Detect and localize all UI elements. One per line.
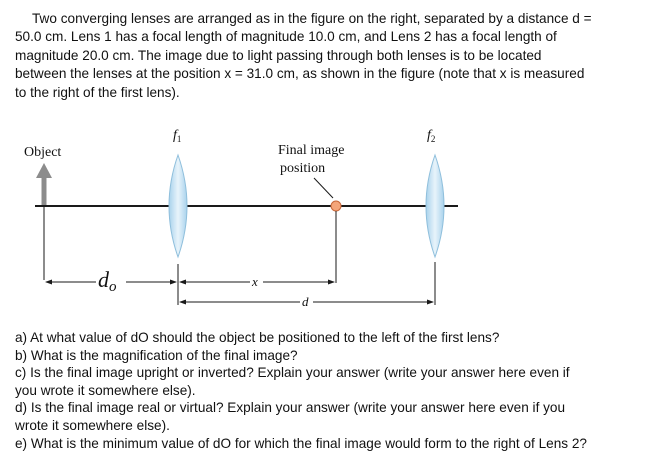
- question-c-continued: you wrote it somewhere else).: [15, 382, 196, 398]
- svg-text:do: do: [98, 267, 117, 295]
- question-list: [15, 329, 645, 452]
- intro-line: to the right of the first lens).: [15, 84, 180, 100]
- intro-line: magnitude 20.0 cm. The image due to light passing through both lenses is to be located: [15, 47, 542, 63]
- intro-line: 50.0 cm. Lens 1 has a focal length of magnitude 10.0 cm, and Lens 2 has a focal length of: [15, 29, 557, 45]
- final-image-label: Final image position: [278, 143, 345, 176]
- question-c: c) Is the final image upright or inverted? Explain your answer (write your answer here even if: [15, 365, 570, 381]
- question-d-continued: wrote it somewhere else).: [15, 417, 170, 433]
- final-image-dot: [331, 201, 341, 211]
- object-label: Object: [24, 145, 62, 160]
- question-d: d) Is the final image real or virtual? Explain your answer (write your answer here even if you: [15, 400, 566, 416]
- svg-text:x: x: [252, 274, 258, 289]
- intro-line: between the lenses at the position x = 31.0 cm, as shown in the figure (note that x is measured: [15, 66, 585, 82]
- svg-text:d: d: [302, 294, 309, 309]
- d-dimension: [179, 294, 434, 309]
- x-dimension: [179, 274, 335, 289]
- lens-1: [169, 155, 187, 257]
- lens-2-label: $f_2$: [427, 128, 436, 144]
- do-dimension: [45, 267, 177, 295]
- object-arrow: [36, 163, 52, 206]
- intro-line: Two converging lenses are arranged as in the figure on the right, separated by a distance d =: [32, 11, 592, 26]
- question-a: a) At what value of dO should the object be positioned to the left of the first lens?: [15, 330, 500, 345]
- lens-1-label: $f_1$: [173, 128, 182, 144]
- problem-intro: [15, 10, 643, 102]
- final-image-pointer: [314, 178, 333, 198]
- lens-2: [426, 155, 444, 257]
- lens-diagram: [0, 118, 653, 318]
- question-e: e) What is the minimum value of dO for which the final image would form to the right of Lens 2?: [15, 435, 587, 451]
- question-b: b) What is the magnification of the final image?: [15, 347, 298, 363]
